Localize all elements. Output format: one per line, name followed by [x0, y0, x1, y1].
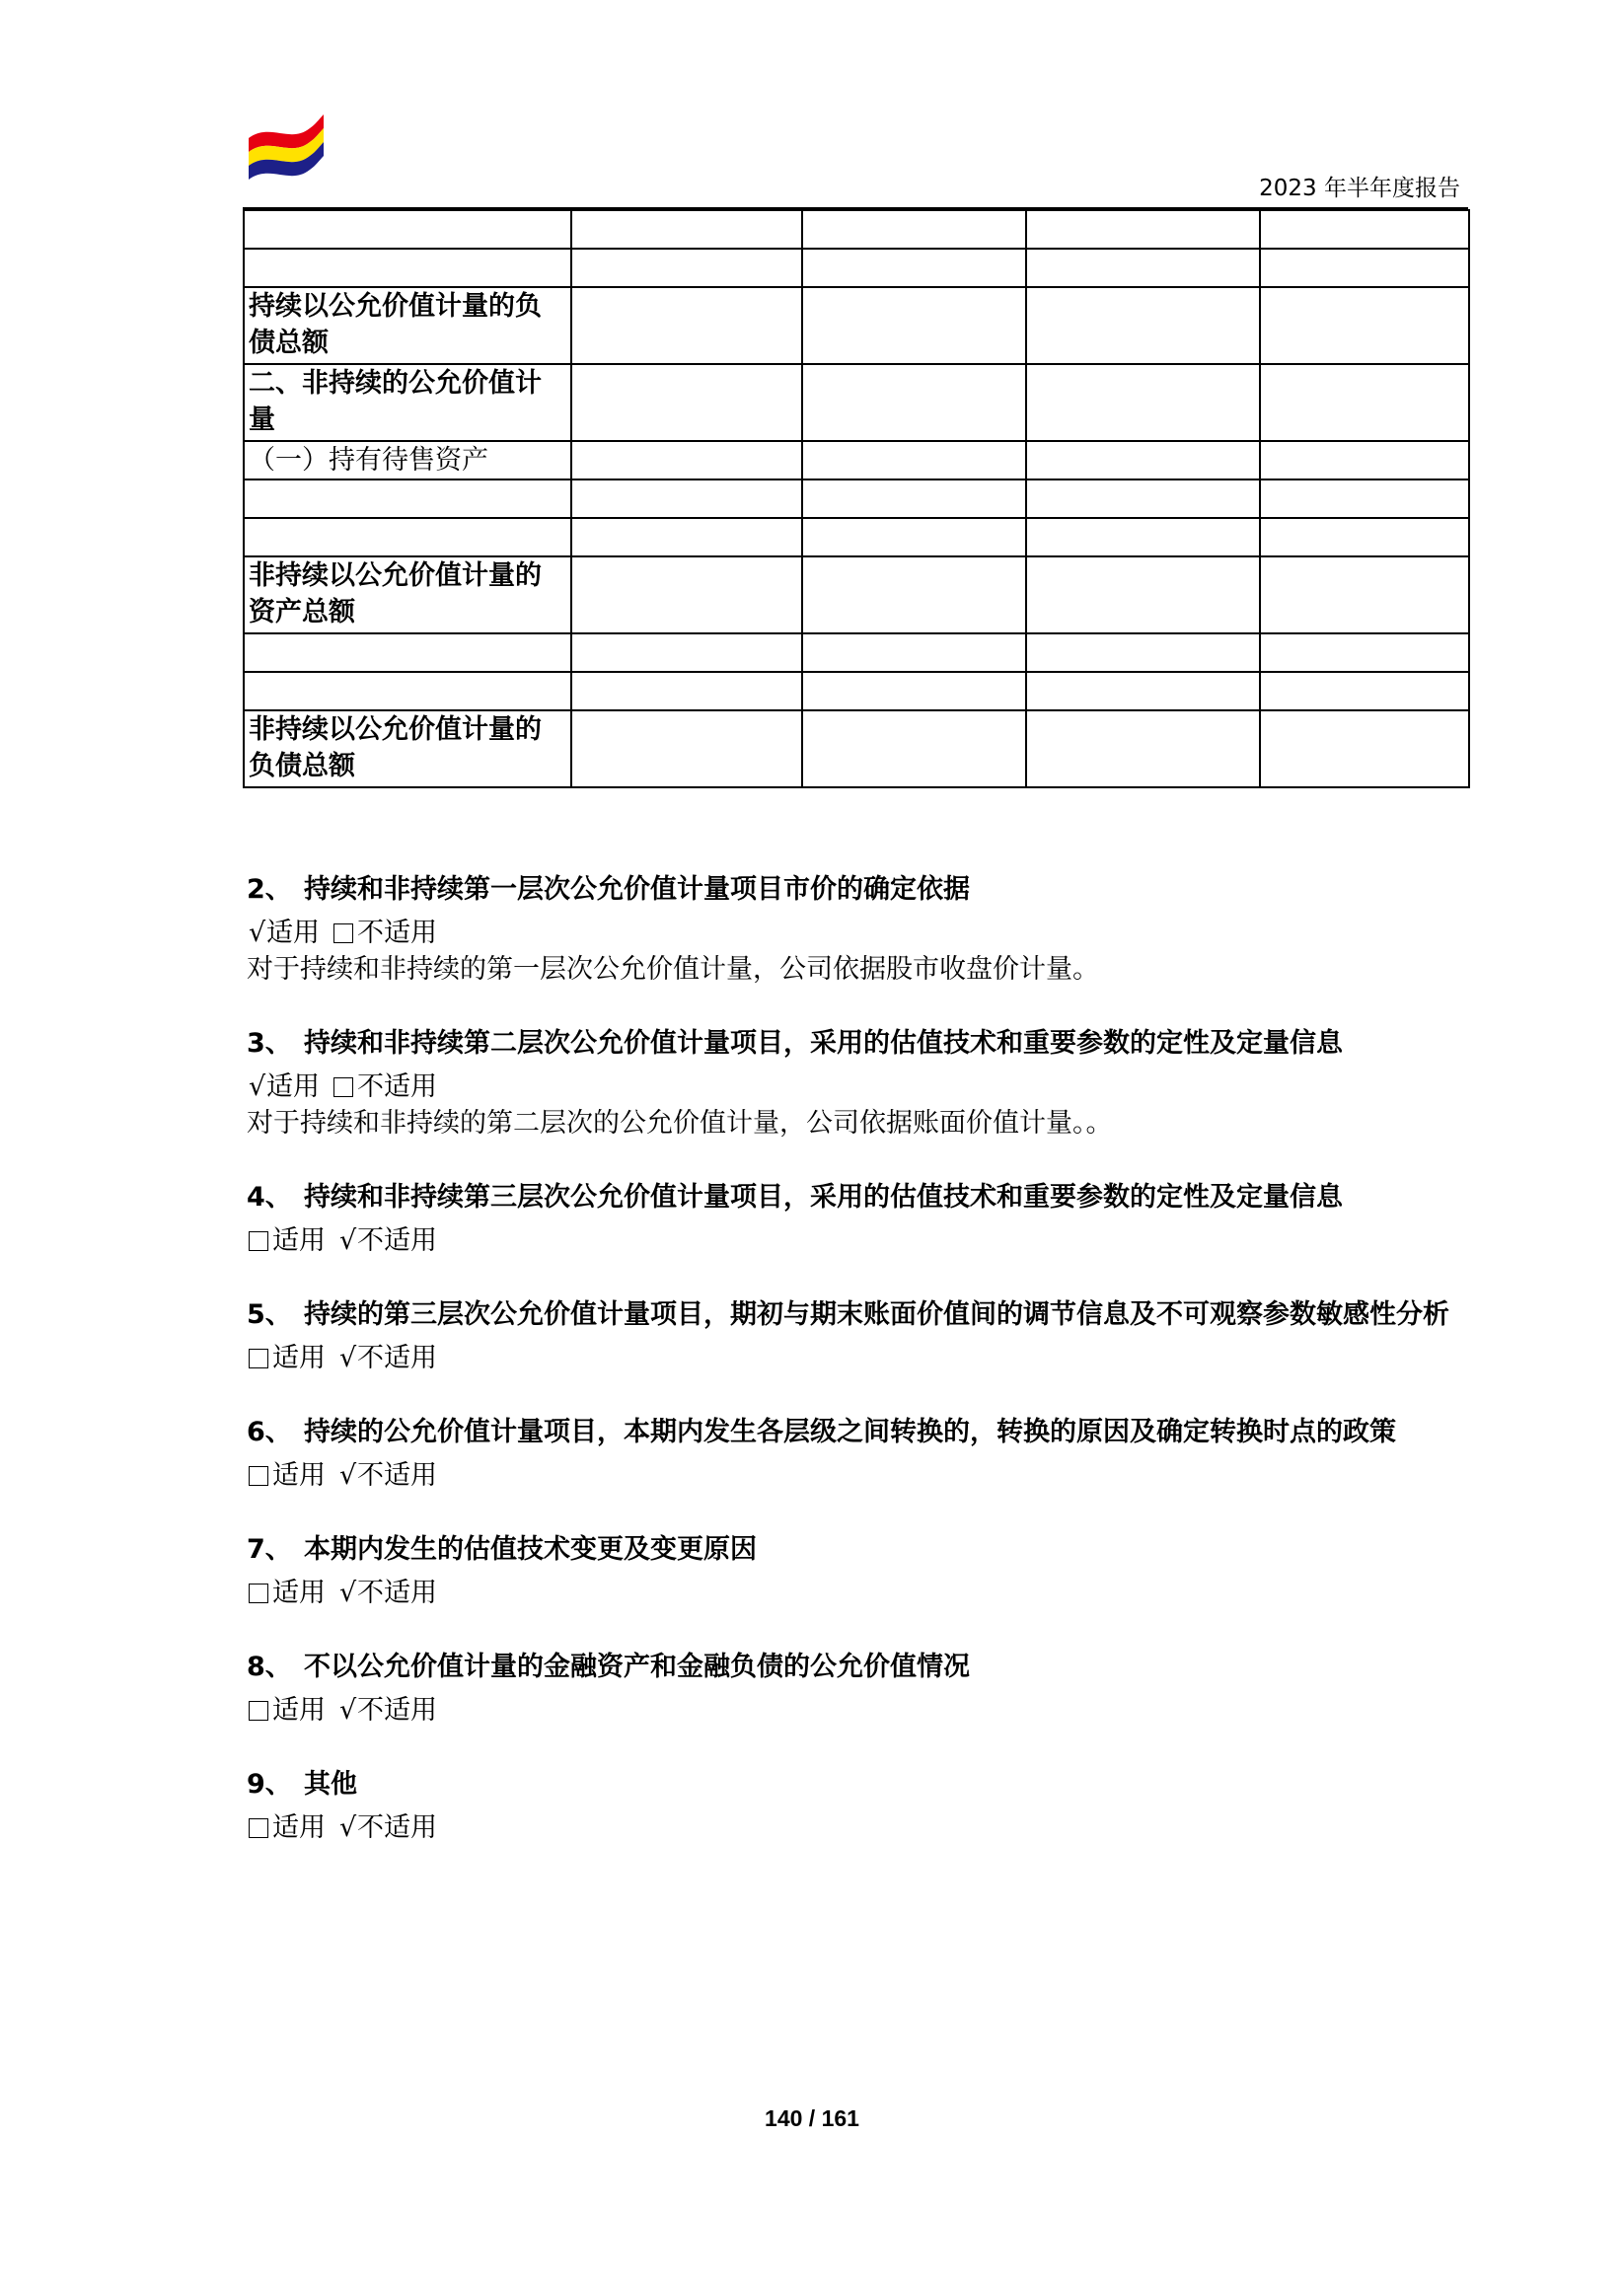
table-cell	[802, 249, 1026, 287]
row-label	[244, 210, 571, 249]
check-mark-icon: √	[339, 1225, 357, 1256]
table-row	[244, 249, 1469, 287]
table-cell	[1260, 210, 1469, 249]
table-cell	[802, 364, 1026, 441]
applicability-options	[247, 1692, 1470, 1729]
row-label	[244, 518, 571, 556]
checkbox-empty-icon	[249, 1349, 268, 1368]
applicable-label: 适用	[272, 1343, 326, 1373]
section-number: 7、	[247, 1534, 292, 1565]
table-cell	[571, 672, 802, 710]
section-number: 2、	[247, 874, 292, 905]
row-label: 持续以公允价值计量的负债总额	[244, 287, 571, 364]
applicable-label: 适用	[272, 1225, 326, 1256]
table-cell	[1260, 518, 1469, 556]
section-number: 3、	[247, 1028, 292, 1059]
table-cell	[802, 672, 1026, 710]
section-note: 对于持续和非持续的第一层次公允价值计量，公司依据股市收盘价计量。	[247, 954, 1099, 985]
section-item	[247, 1025, 1470, 1142]
row-label	[244, 633, 571, 672]
table-cell	[1026, 364, 1260, 441]
table-cell	[802, 710, 1026, 787]
check-mark-icon: √	[339, 1343, 357, 1373]
section-number: 5、	[247, 1299, 292, 1330]
section-item	[247, 1414, 1470, 1494]
row-label: 非持续以公允价值计量的资产总额	[244, 556, 571, 633]
not-applicable-label: 不适用	[357, 1578, 437, 1608]
checkbox-empty-icon	[333, 923, 353, 943]
table-row	[244, 672, 1469, 710]
check-mark-icon: √	[249, 918, 266, 948]
applicable-label: 适用	[266, 918, 320, 948]
section-title	[247, 1025, 1470, 1062]
checkbox-empty-icon	[249, 1584, 268, 1603]
applicability-options	[247, 915, 1470, 951]
section-number: 9、	[247, 1769, 292, 1800]
row-label	[244, 672, 571, 710]
not-applicable-label: 不适用	[357, 918, 437, 948]
table-cell	[571, 287, 802, 364]
applicable-label: 适用	[266, 1071, 320, 1102]
section-heading: 不以公允价值计量的金融资产和金融负债的公允价值情况	[304, 1652, 970, 1682]
table-cell	[1260, 556, 1469, 633]
applicability-options	[247, 1575, 1470, 1611]
row-label	[244, 249, 571, 287]
table-cell	[802, 556, 1026, 633]
section-number: 4、	[247, 1182, 292, 1213]
table-cell	[571, 479, 802, 518]
table-cell	[1260, 287, 1469, 364]
table-row	[244, 441, 1469, 479]
check-mark-icon: √	[339, 1578, 357, 1608]
check-mark-icon: √	[339, 1695, 357, 1726]
table-cell	[1026, 710, 1260, 787]
table-cell	[571, 210, 802, 249]
table-cell	[1026, 479, 1260, 518]
table-cell	[571, 364, 802, 441]
table-row	[244, 210, 1469, 249]
section-title	[247, 1179, 1470, 1216]
not-applicable-label: 不适用	[357, 1225, 437, 1256]
table-cell	[1260, 364, 1469, 441]
table-cell	[1026, 287, 1260, 364]
not-applicable-label: 不适用	[357, 1343, 437, 1373]
table-cell	[802, 287, 1026, 364]
section-heading: 持续的公允价值计量项目，本期内发生各层级之间转换的，转换的原因及确定转换时点的政策	[304, 1417, 1396, 1447]
table-cell	[1260, 249, 1469, 287]
table-cell	[802, 210, 1026, 249]
row-label: 非持续以公允价值计量的负债总额	[244, 710, 571, 787]
check-mark-icon: √	[339, 1812, 357, 1843]
table-cell	[1026, 441, 1260, 479]
table-cell	[1026, 633, 1260, 672]
table-cell	[1260, 710, 1469, 787]
section-heading: 持续和非持续第二层次公允价值计量项目，采用的估值技术和重要参数的定性及定量信息	[304, 1028, 1343, 1059]
company-logo	[241, 111, 339, 199]
table-cell	[1026, 249, 1260, 287]
table-row	[244, 518, 1469, 556]
section-title	[247, 1766, 1470, 1803]
checkbox-empty-icon	[249, 1466, 268, 1486]
row-label: 二、非持续的公允价值计量	[244, 364, 571, 441]
table-row	[244, 287, 1469, 364]
table-row	[244, 364, 1469, 441]
check-mark-icon: √	[339, 1460, 357, 1491]
applicability-options	[247, 1809, 1470, 1846]
section-item	[247, 1179, 1470, 1259]
table-cell	[1260, 633, 1469, 672]
table-row	[244, 633, 1469, 672]
table-row	[244, 556, 1469, 633]
table-cell	[802, 441, 1026, 479]
checkbox-empty-icon	[333, 1077, 353, 1097]
checkbox-empty-icon	[249, 1701, 268, 1721]
table-row	[244, 479, 1469, 518]
section-title	[247, 871, 1470, 908]
not-applicable-label: 不适用	[357, 1460, 437, 1491]
section-title	[247, 1649, 1470, 1685]
applicability-options	[247, 1457, 1470, 1494]
table-cell	[802, 633, 1026, 672]
table-cell	[1026, 672, 1260, 710]
table-cell	[1260, 479, 1469, 518]
section-item	[247, 871, 1470, 988]
section-item	[247, 1766, 1470, 1846]
section-note: 对于持续和非持续的第二层次的公允价值计量，公司依据账面价值计量。。	[247, 1108, 1113, 1139]
checkbox-empty-icon	[249, 1231, 268, 1251]
section-item	[247, 1649, 1470, 1729]
table-cell	[571, 633, 802, 672]
row-label: （一）持有待售资产	[244, 441, 571, 479]
section-title	[247, 1414, 1470, 1450]
table-cell	[571, 556, 802, 633]
section-heading: 其他	[304, 1769, 357, 1800]
table-cell	[802, 479, 1026, 518]
row-label	[244, 479, 571, 518]
table-cell	[1260, 672, 1469, 710]
table-row	[244, 710, 1469, 787]
applicability-options	[247, 1222, 1470, 1259]
report-title: 2023 年半年度报告	[1259, 176, 1460, 201]
applicable-label: 适用	[272, 1460, 326, 1491]
table-cell	[1026, 210, 1260, 249]
table-cell	[802, 518, 1026, 556]
disclosure-sections	[247, 871, 1470, 1883]
not-applicable-label: 不适用	[357, 1071, 437, 1102]
logo-icon	[241, 111, 339, 199]
not-applicable-label: 不适用	[357, 1812, 437, 1843]
section-title	[247, 1531, 1470, 1568]
table-cell	[571, 249, 802, 287]
section-item	[247, 1531, 1470, 1611]
section-number: 8、	[247, 1652, 292, 1682]
section-number: 6、	[247, 1417, 292, 1447]
applicable-label: 适用	[272, 1812, 326, 1843]
table-cell	[1260, 441, 1469, 479]
section-heading: 持续和非持续第三层次公允价值计量项目，采用的估值技术和重要参数的定性及定量信息	[304, 1182, 1343, 1213]
applicable-label: 适用	[272, 1578, 326, 1608]
section-title	[247, 1296, 1470, 1333]
applicability-options	[247, 1340, 1470, 1376]
check-mark-icon: √	[249, 1071, 266, 1102]
page-number: 140 / 161	[765, 2105, 859, 2131]
table-cell	[1026, 556, 1260, 633]
checkbox-empty-icon	[249, 1818, 268, 1838]
section-item	[247, 1296, 1470, 1376]
table-cell	[571, 710, 802, 787]
section-heading: 持续和非持续第一层次公允价值计量项目市价的确定依据	[304, 874, 970, 905]
applicability-options	[247, 1069, 1470, 1105]
applicable-label: 适用	[272, 1695, 326, 1726]
table-cell	[1026, 518, 1260, 556]
section-heading: 持续的第三层次公允价值计量项目，期初与期末账面价值间的调节信息及不可观察参数敏感性分析	[304, 1299, 1449, 1330]
table-cell	[571, 518, 802, 556]
table-cell	[571, 441, 802, 479]
fair-value-table	[243, 209, 1470, 788]
section-heading: 本期内发生的估值技术变更及变更原因	[304, 1534, 757, 1565]
not-applicable-label: 不适用	[357, 1695, 437, 1726]
